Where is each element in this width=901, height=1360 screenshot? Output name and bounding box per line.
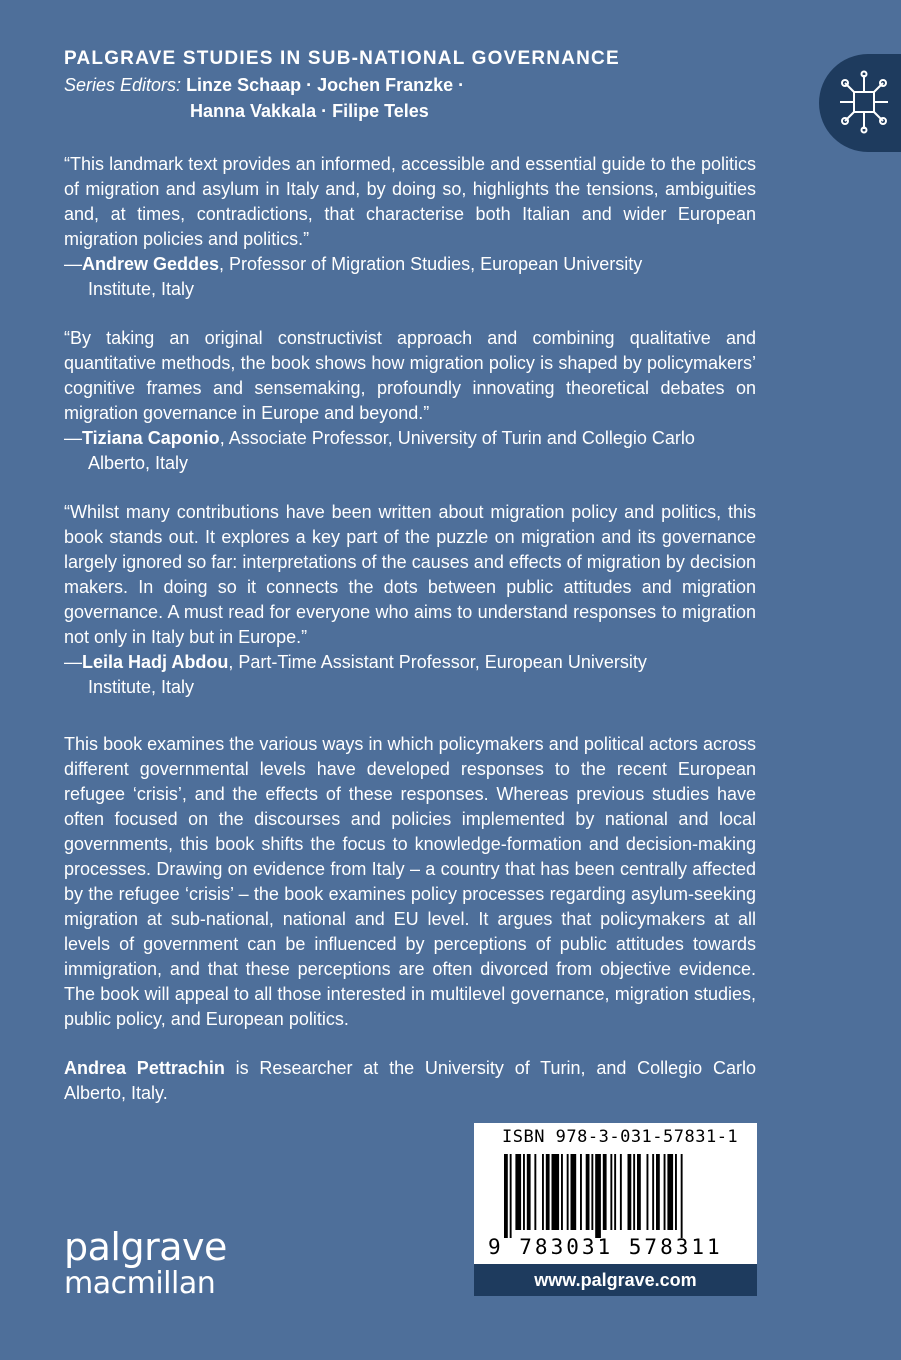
- series-editors-line1: Linze Schaap · Jochen Franzke ·: [186, 75, 465, 95]
- author-bio: [64, 1056, 756, 1106]
- barcode-bar: [586, 1154, 590, 1230]
- endorser-affiliation-cont: Institute, Italy: [88, 677, 195, 697]
- barcode-bar: [637, 1154, 641, 1230]
- publisher-logo-line2: macmillan: [64, 1266, 216, 1301]
- barcode-bar: [610, 1154, 612, 1230]
- endorser-name: Leila Hadj Abdou: [82, 652, 229, 672]
- endorsement-dash: —: [64, 254, 82, 274]
- author-bio-text: is Researcher at the University of Turin, and Collegio Carlo Alberto, Italy.: [64, 1058, 756, 1103]
- series-editors-label: Series Editors:: [64, 75, 182, 95]
- publisher-logo: [64, 1225, 227, 1302]
- barcode-bar: [534, 1154, 536, 1230]
- barcode-bar: [546, 1154, 550, 1230]
- barcode-panel: [474, 1123, 757, 1264]
- endorser-affiliation: , Professor of Migration Studies, European University: [219, 254, 643, 274]
- palgrave-emblem: [819, 54, 901, 152]
- back-cover-text: [64, 152, 756, 1106]
- barcode-bar: [571, 1154, 577, 1230]
- barcode-bar: [595, 1154, 601, 1238]
- endorsement-quote-2: “By taking an original constructivist approach and combining qualitative and quantitative methods, the book shows how migration policy is shaped by policymakers’ cognitive frames and sensemaking, profoundly innovating theoretical debates on migration governance in Europe and beyond.”: [64, 328, 756, 423]
- series-editors: [64, 72, 684, 124]
- isbn-digits: 9 783031 578311: [488, 1235, 723, 1259]
- barcode-bar: [603, 1154, 607, 1230]
- barcode-bar: [510, 1154, 512, 1238]
- series-editors-line2: Hanna Vakkala · Filipe Teles: [190, 101, 429, 121]
- barcode-bar: [523, 1154, 525, 1230]
- endorsement-attribution-2: [64, 426, 756, 476]
- endorsement-dash: —: [64, 428, 82, 448]
- barcode-bar: [515, 1154, 521, 1230]
- endorser-affiliation-cont: Institute, Italy: [88, 279, 195, 299]
- barcode-bar: [542, 1154, 544, 1230]
- barcode-bar: [561, 1154, 563, 1230]
- barcode-bar: [552, 1154, 560, 1230]
- series-title: PALGRAVE STUDIES IN SUB-NATIONAL GOVERNANCE: [64, 48, 620, 69]
- endorsement-dash: —: [64, 652, 82, 672]
- barcode-bar: [628, 1154, 632, 1230]
- barcode-bar: [652, 1154, 654, 1230]
- endorsement-attribution-3: [64, 650, 756, 700]
- barcode-bar: [656, 1154, 660, 1230]
- book-description: This book examines the various ways in which policymakers and political actors across different governmental levels have developed responses to the recent European refugee ‘crisis’, and the effects of these responses. Whereas previous studies have often focused on the discourses and policies implemented by national and local governments, this book shifts the focus to knowledge-formation and decision-making processes. Drawing on evidence from Italy – a country that has been centrally affected by the refugee ‘crisis’ – the book examines policy processes regarding asylum-seeking migration at sub-national, national and EU level. It argues that policymakers at all levels of government can be influenced by perceptions of public attitudes towards immigration, and that these perceptions are often divorced from objective evidence. The book will appeal to all those interested in multilevel governance, migration studies, public policy, and European politics.: [64, 734, 756, 1029]
- barcode-bar: [504, 1154, 508, 1238]
- barcode-bar: [675, 1154, 677, 1230]
- barcode-bar: [614, 1154, 616, 1230]
- author-name: Andrea Pettrachin: [64, 1058, 225, 1078]
- barcode-bars: [504, 1154, 729, 1238]
- endorsement-quote-3: “Whilst many contributions have been written about migration policy and politics, this book stands out. It explores a key part of the puzzle on migration and its governance largely ignored so far: interpretations of the causes and effects of migration by decision makers. In doing so it connects the dots between public attitudes and migration governance. A must read for everyone who aims to understand responses to migration not only in Italy but in Europe.”: [64, 502, 756, 647]
- endorsement-attribution-1: [64, 252, 756, 302]
- endorser-affiliation: , Associate Professor, University of Turin and Collegio Carlo: [219, 428, 695, 448]
- barcode-bar: [580, 1154, 582, 1230]
- barcode-bar: [681, 1154, 683, 1238]
- barcode-bar: [527, 1154, 531, 1230]
- barcode-bar: [667, 1154, 673, 1230]
- series-header: [64, 46, 684, 124]
- barcode-bar: [647, 1154, 649, 1230]
- endorsement-quote-1: “This landmark text provides an informed, accessible and essential guide to the politics of migration and asylum in Italy and, by doing so, highlights the tensions, ambiguities and, at times, contradictions, that characterise both Italian and wider European migration policies and politics.”: [64, 154, 756, 249]
- isbn-label: ISBN 978-3-031-57831-1: [502, 1127, 739, 1147]
- barcode-bar: [664, 1154, 666, 1230]
- endorser-affiliation-cont: Alberto, Italy: [88, 453, 189, 473]
- publisher-url[interactable]: www.palgrave.com: [474, 1264, 757, 1296]
- endorser-name: Andrew Geddes: [82, 254, 220, 274]
- publisher-logo-line1: palgrave: [64, 1225, 227, 1269]
- barcode-bar: [567, 1154, 569, 1230]
- barcode-bar: [620, 1154, 622, 1230]
- endorser-affiliation: , Part-Time Assistant Professor, European University: [228, 652, 647, 672]
- barcode-bar: [591, 1154, 593, 1230]
- palgrave-network-icon: [837, 70, 893, 134]
- barcode-bar: [633, 1154, 635, 1230]
- barcode-block: [474, 1123, 757, 1296]
- endorser-name: Tiziana Caponio: [82, 428, 220, 448]
